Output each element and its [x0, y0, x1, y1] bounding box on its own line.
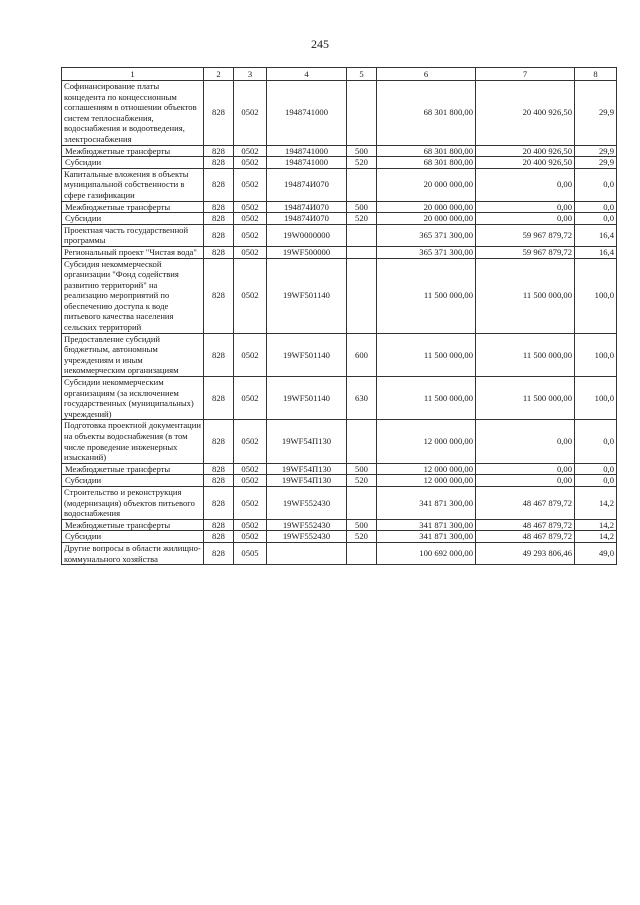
row-name: Предоставление субсидий бюджетным, автономным учреждениям и иным некоммерческим организациям — [62, 333, 204, 376]
table-row — [62, 81, 617, 146]
row-grbs-code: 828 — [204, 486, 234, 519]
row-name: Проектная часть государственной программы — [62, 224, 204, 246]
row-planned-amount: 12 000 000,00 — [377, 420, 476, 463]
row-execution-percent: 14,2 — [575, 531, 617, 543]
row-grbs-code: 828 — [204, 81, 234, 146]
row-planned-amount: 68 301 800,00 — [377, 145, 476, 157]
row-planned-amount: 341 871 300,00 — [377, 519, 476, 531]
row-actual-amount: 11 500 000,00 — [476, 377, 575, 420]
row-expense-kind: 520 — [347, 531, 377, 543]
row-grbs-code: 828 — [204, 224, 234, 246]
row-section-code: 0502 — [234, 224, 267, 246]
row-name: Субсидии некоммерческим организациям (за исключением государственных (муниципальных) учреждений) — [62, 377, 204, 420]
row-grbs-code: 828 — [204, 333, 234, 376]
table-row — [62, 333, 617, 376]
row-target-code: 1948741000 — [267, 145, 347, 157]
row-target-code — [267, 542, 347, 564]
row-execution-percent: 0,0 — [575, 475, 617, 487]
row-actual-amount: 59 967 879,72 — [476, 224, 575, 246]
header-col-5: 5 — [347, 68, 377, 81]
row-execution-percent: 14,2 — [575, 486, 617, 519]
row-execution-percent: 29,9 — [575, 145, 617, 157]
row-execution-percent: 0,0 — [575, 201, 617, 213]
table-row — [62, 246, 617, 258]
table-row — [62, 157, 617, 169]
row-actual-amount: 48 467 879,72 — [476, 519, 575, 531]
row-execution-percent: 0,0 — [575, 213, 617, 225]
row-execution-percent: 16,4 — [575, 246, 617, 258]
table-row — [62, 168, 617, 201]
row-planned-amount: 68 301 800,00 — [377, 157, 476, 169]
row-actual-amount: 0,00 — [476, 463, 575, 475]
table-header-row — [62, 68, 617, 81]
row-planned-amount: 20 000 000,00 — [377, 201, 476, 213]
row-target-code: 194874И070 — [267, 201, 347, 213]
row-section-code: 0502 — [234, 475, 267, 487]
row-section-code: 0502 — [234, 213, 267, 225]
row-execution-percent: 49,0 — [575, 542, 617, 564]
row-expense-kind — [347, 542, 377, 564]
row-actual-amount: 20 400 926,50 — [476, 145, 575, 157]
row-expense-kind: 630 — [347, 377, 377, 420]
table-row — [62, 213, 617, 225]
header-col-2: 2 — [204, 68, 234, 81]
header-col-6: 6 — [377, 68, 476, 81]
row-planned-amount: 12 000 000,00 — [377, 463, 476, 475]
row-expense-kind: 600 — [347, 333, 377, 376]
row-planned-amount: 68 301 800,00 — [377, 81, 476, 146]
row-name: Межбюджетные трансферты — [62, 145, 204, 157]
row-actual-amount: 20 400 926,50 — [476, 81, 575, 146]
row-section-code: 0502 — [234, 377, 267, 420]
row-target-code: 194874И070 — [267, 213, 347, 225]
budget-table — [61, 67, 617, 565]
row-actual-amount: 48 467 879,72 — [476, 486, 575, 519]
row-execution-percent: 16,4 — [575, 224, 617, 246]
row-target-code: 19WF501140 — [267, 258, 347, 333]
row-target-code: 1948741000 — [267, 81, 347, 146]
row-section-code: 0502 — [234, 258, 267, 333]
row-name: Софинансирование платы концедента по концессионным соглашениям в отношении объектов систем теплоснабжения, водоснабжения и водоотведения, электроснабжения — [62, 81, 204, 146]
row-expense-kind — [347, 258, 377, 333]
row-execution-percent: 29,9 — [575, 81, 617, 146]
row-grbs-code: 828 — [204, 531, 234, 543]
row-grbs-code: 828 — [204, 168, 234, 201]
row-execution-percent: 0,0 — [575, 463, 617, 475]
table-row — [62, 519, 617, 531]
row-grbs-code: 828 — [204, 475, 234, 487]
row-name: Межбюджетные трансферты — [62, 201, 204, 213]
row-section-code: 0502 — [234, 463, 267, 475]
row-grbs-code: 828 — [204, 246, 234, 258]
table-row — [62, 463, 617, 475]
row-planned-amount: 12 000 000,00 — [377, 475, 476, 487]
row-grbs-code: 828 — [204, 145, 234, 157]
row-planned-amount: 365 371 300,00 — [377, 224, 476, 246]
row-section-code: 0502 — [234, 420, 267, 463]
row-section-code: 0502 — [234, 81, 267, 146]
row-execution-percent: 100,0 — [575, 333, 617, 376]
table-row — [62, 201, 617, 213]
row-name: Межбюджетные трансферты — [62, 519, 204, 531]
row-name: Субсидии — [62, 157, 204, 169]
row-name: Субсидия некоммерческой организации "Фонд содействия развитию территорий" на реализацию мероприятий по обеспечению доступа к воде питьевого качества населения сельских территорий — [62, 258, 204, 333]
row-grbs-code: 828 — [204, 213, 234, 225]
row-actual-amount: 0,00 — [476, 475, 575, 487]
row-section-code: 0502 — [234, 531, 267, 543]
row-target-code: 19WF54П130 — [267, 475, 347, 487]
row-expense-kind: 500 — [347, 519, 377, 531]
row-expense-kind: 500 — [347, 463, 377, 475]
row-section-code: 0505 — [234, 542, 267, 564]
row-grbs-code: 828 — [204, 201, 234, 213]
row-section-code: 0502 — [234, 486, 267, 519]
row-planned-amount: 20 000 000,00 — [377, 168, 476, 201]
row-grbs-code: 828 — [204, 519, 234, 531]
header-col-3: 3 — [234, 68, 267, 81]
row-planned-amount: 365 371 300,00 — [377, 246, 476, 258]
table-row — [62, 542, 617, 564]
row-execution-percent: 100,0 — [575, 258, 617, 333]
row-target-code: 1948741000 — [267, 157, 347, 169]
table-row — [62, 145, 617, 157]
row-planned-amount: 100 692 000,00 — [377, 542, 476, 564]
row-expense-kind — [347, 81, 377, 146]
row-expense-kind: 520 — [347, 157, 377, 169]
row-expense-kind — [347, 420, 377, 463]
row-name: Субсидии — [62, 531, 204, 543]
row-target-code: 19WF501140 — [267, 333, 347, 376]
row-planned-amount: 11 500 000,00 — [377, 333, 476, 376]
row-name: Другие вопросы в области жилищно-коммунального хозяйства — [62, 542, 204, 564]
row-name: Капитальные вложения в объекты муниципальной собственности в сфере газификации — [62, 168, 204, 201]
row-grbs-code: 828 — [204, 542, 234, 564]
row-execution-percent: 0,0 — [575, 168, 617, 201]
row-target-code: 19WF54П130 — [267, 463, 347, 475]
row-execution-percent: 0,0 — [575, 420, 617, 463]
row-actual-amount: 0,00 — [476, 201, 575, 213]
row-name: Подготовка проектной документации на объекты водоснабжения (в том числе проведение инженерных изысканий) — [62, 420, 204, 463]
header-col-7: 7 — [476, 68, 575, 81]
row-name: Региональный проект "Чистая вода" — [62, 246, 204, 258]
table-row — [62, 531, 617, 543]
row-target-code: 19WF552430 — [267, 486, 347, 519]
row-target-code: 19WF54П130 — [267, 420, 347, 463]
table-row — [62, 420, 617, 463]
row-actual-amount: 59 967 879,72 — [476, 246, 575, 258]
row-planned-amount: 341 871 300,00 — [377, 486, 476, 519]
row-grbs-code: 828 — [204, 377, 234, 420]
row-expense-kind — [347, 224, 377, 246]
row-planned-amount: 11 500 000,00 — [377, 258, 476, 333]
row-grbs-code: 828 — [204, 420, 234, 463]
row-expense-kind — [347, 246, 377, 258]
row-section-code: 0502 — [234, 145, 267, 157]
row-section-code: 0502 — [234, 157, 267, 169]
row-expense-kind: 520 — [347, 213, 377, 225]
row-target-code: 19WF500000 — [267, 246, 347, 258]
row-target-code: 194874И070 — [267, 168, 347, 201]
table-row — [62, 258, 617, 333]
row-section-code: 0502 — [234, 333, 267, 376]
row-name: Строительство и реконструкция (модернизация) объектов питьевого водоснабжения — [62, 486, 204, 519]
row-actual-amount: 11 500 000,00 — [476, 258, 575, 333]
header-col-8: 8 — [575, 68, 617, 81]
row-grbs-code: 828 — [204, 463, 234, 475]
row-name: Субсидии — [62, 213, 204, 225]
row-execution-percent: 100,0 — [575, 377, 617, 420]
header-col-1: 1 — [62, 68, 204, 81]
row-target-code: 19WF552430 — [267, 531, 347, 543]
row-actual-amount: 0,00 — [476, 213, 575, 225]
row-grbs-code: 828 — [204, 157, 234, 169]
header-col-4: 4 — [267, 68, 347, 81]
row-expense-kind: 500 — [347, 201, 377, 213]
row-target-code: 19WF552430 — [267, 519, 347, 531]
row-execution-percent: 29,9 — [575, 157, 617, 169]
table-row — [62, 224, 617, 246]
row-planned-amount: 341 871 300,00 — [377, 531, 476, 543]
table-body — [62, 81, 617, 565]
row-grbs-code: 828 — [204, 258, 234, 333]
row-expense-kind: 520 — [347, 475, 377, 487]
row-expense-kind — [347, 486, 377, 519]
row-section-code: 0502 — [234, 201, 267, 213]
row-execution-percent: 14,2 — [575, 519, 617, 531]
table-row — [62, 377, 617, 420]
row-section-code: 0502 — [234, 168, 267, 201]
row-name: Субсидии — [62, 475, 204, 487]
row-actual-amount: 48 467 879,72 — [476, 531, 575, 543]
row-actual-amount: 11 500 000,00 — [476, 333, 575, 376]
page-number: 245 — [311, 37, 329, 51]
row-target-code: 19WF501140 — [267, 377, 347, 420]
row-name: Межбюджетные трансферты — [62, 463, 204, 475]
row-planned-amount: 11 500 000,00 — [377, 377, 476, 420]
row-actual-amount: 0,00 — [476, 420, 575, 463]
row-section-code: 0502 — [234, 246, 267, 258]
table-row — [62, 486, 617, 519]
row-expense-kind — [347, 168, 377, 201]
row-target-code: 19W0000000 — [267, 224, 347, 246]
row-actual-amount: 20 400 926,50 — [476, 157, 575, 169]
row-actual-amount: 49 293 806,46 — [476, 542, 575, 564]
row-planned-amount: 20 000 000,00 — [377, 213, 476, 225]
row-actual-amount: 0,00 — [476, 168, 575, 201]
table-row — [62, 475, 617, 487]
row-section-code: 0502 — [234, 519, 267, 531]
row-expense-kind: 500 — [347, 145, 377, 157]
